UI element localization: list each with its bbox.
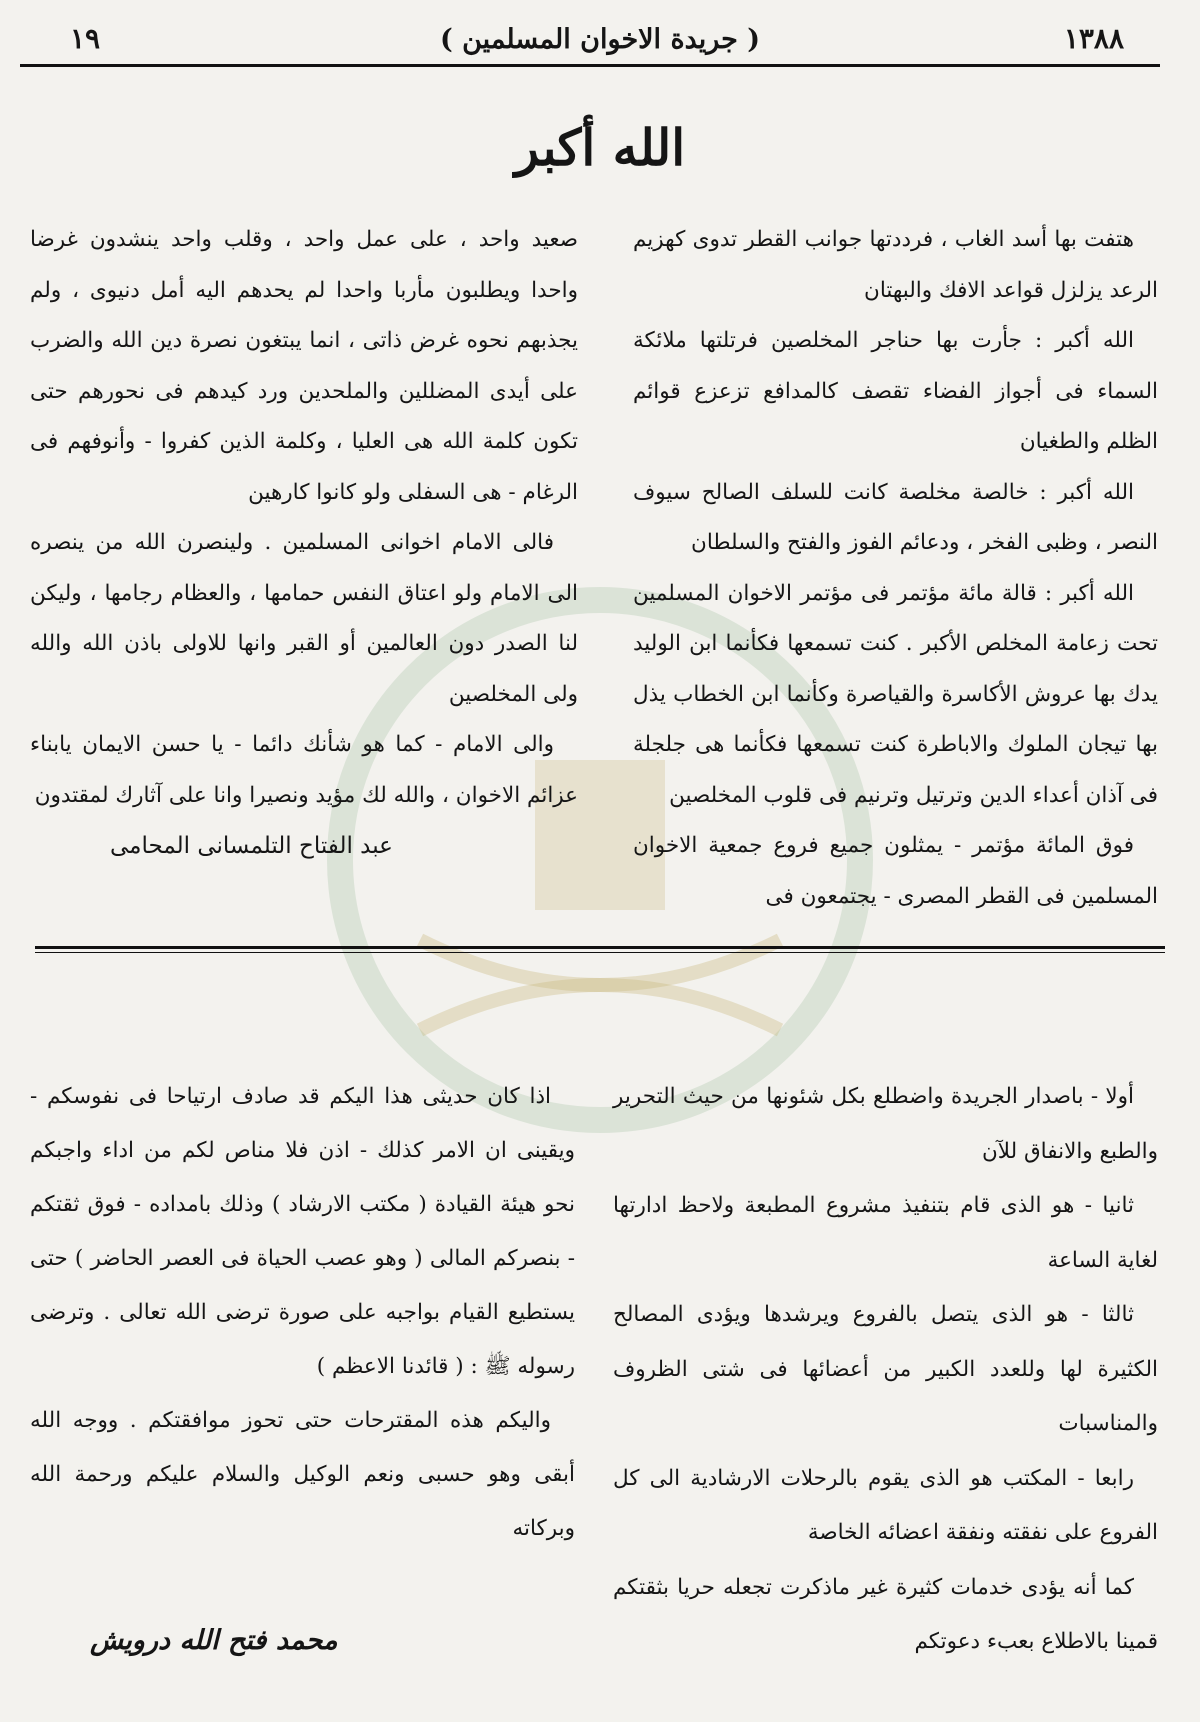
paragraph: ثالثا - هو الذى يتصل بالفروع ويرشدها ويؤدى المصالح الكثيرة لها وللعدد الكبير من أعضائها فى شتى الظروف والمناسبات bbox=[613, 1302, 1158, 1436]
paragraph: الله أكبر : قالة مائة مؤتمر فى مؤتمر الاخوان المسلمين تحت زعامة المخلص الأكبر . كنت تسمعها فكأنما ابن الوليد يدك بها عروش الأكاسرة والقياصرة وكأنما ابن الخطاب يذل بها تيجان الملوك والاباطرة كنت تسمعها فكأنما هى جلجلة فى آذان أعداء الدين وترتيل وترنيم فى قلوب المخلصين bbox=[633, 580, 1158, 808]
article1-right-column bbox=[633, 215, 1158, 922]
paragraph: والى الامام - كما هو شأنك دائما - يا حسن الايمان يابناء عزائم الاخوان ، والله لك مؤيد ونصيرا وانا على آثارك لمقتدون bbox=[30, 732, 578, 808]
paragraph: كما أنه يؤدى خدمات كثيرة غير ماذكرت تجعله حريا بثقتكم قمينا بالاطلاع بعبء دعوتكم bbox=[613, 1574, 1158, 1654]
paragraph: ثانيا - هو الذى قام بتنفيذ مشروع المطبعة ولاحظ ادارتها لغاية الساعة bbox=[613, 1193, 1158, 1273]
section-divider bbox=[35, 946, 1165, 949]
page-number: ١٩ bbox=[70, 22, 101, 55]
paragraph: هتفت بها أسد الغاب ، فرددتها جوانب القطر تدوى كهزيم الرعد يزلزل قواعد الافك والبهتان bbox=[633, 227, 1158, 303]
paragraph: أولا - باصدار الجريدة واضطلع بكل شئونها من حيث التحرير والطبع والانفاق للآن bbox=[613, 1084, 1158, 1164]
paragraph: واليكم هذه المقترحات حتى تحوز موافقتكم . ووجه الله أبقى وهو حسبى ونعم الوكيل والسلام عليكم ورحمة الله وبركاته bbox=[30, 1408, 575, 1541]
author-signature: عبد الفتاح التلمسانى المحامى bbox=[110, 833, 393, 859]
article2-left-column bbox=[30, 1070, 575, 1556]
paragraph: الله أكبر : خالصة مخلصة كانت للسلف الصالح سيوف النصر ، وظبى الفخر ، ودعائم الفوز والفتح والسلطان bbox=[633, 479, 1158, 555]
paragraph: الله أكبر : جأرت بها حناجر المخلصين فرتلتها ملائكة السماء فى أجواز الفضاء تقصف كالمدافع تزعزع قوائم الظلم والطغيان bbox=[633, 328, 1158, 454]
paragraph: صعيد واحد ، على عمل واحد ، وقلب واحد ينشدون غرضا واحدا ويطلبون مأربا واحدا لم يحدهم اليه أمل دنيوى ، ولم يجذبهم نحوه غرض ذاتى ، انما يبتغون نصرة دين الله والضرب على أيدى المضللين والملحدين ورد كيدهم فى نحورهم حتى تكون كلمة الله هى العليا ، وكلمة الذين كفروا - وأنوفهم فى الرغام - هى السفلى ولو كانوا كارهين bbox=[30, 227, 578, 505]
newspaper-name: ( جريدة الاخوان المسلمين ) bbox=[439, 24, 761, 55]
article1-left-column bbox=[30, 215, 578, 872]
article-title: الله أكبر bbox=[514, 118, 686, 177]
running-header bbox=[60, 14, 1140, 70]
paragraph: اذا كان حديثى هذا اليكم قد صادف ارتياحا فى نفوسكم - ويقينى ان الامر كذلك - اذن فلا مناص لكم من اداء واجبكم نحو هيئة القيادة ( مكتب الارشاد ) وذلك بامداده - فوق ثقتكم - بنصركم المالى ( وهو عصب الحياة فى العصر الحاضر ) حتى يستطيع القيام بواجبه على صورة ترضى الله تعالى . وترضى رسوله ﷺ : ( قائدنا الاعظم ) bbox=[30, 1084, 575, 1379]
paragraph: فالى الامام اخوانى المسلمين . ولينصرن الله من ينصره الى الامام ولو اعتاق النفس حمامها ، والعظام رجامها ، وليكن لنا الصدر دون العالمين أو القبر وانها للاولى باذن الله والله ولى المخلصين bbox=[30, 530, 578, 707]
paragraph: فوق المائة مؤتمر - يمثلون جميع فروع جمعية الاخوان المسلمين فى القطر المصرى - يجتمعون فى bbox=[633, 833, 1158, 909]
issue-year: ١٣٨٨ bbox=[1063, 22, 1124, 55]
author-signature: محمد فتح الله درويش bbox=[90, 1625, 338, 1656]
section-divider-thin bbox=[35, 952, 1165, 953]
paragraph: رابعا - المكتب هو الذى يقوم بالرحلات الارشادية الى كل الفروع على نفقته ونفقة اعضائه الخاصة bbox=[613, 1465, 1158, 1545]
article2-right-column bbox=[613, 1070, 1158, 1670]
header-rule bbox=[20, 64, 1160, 67]
